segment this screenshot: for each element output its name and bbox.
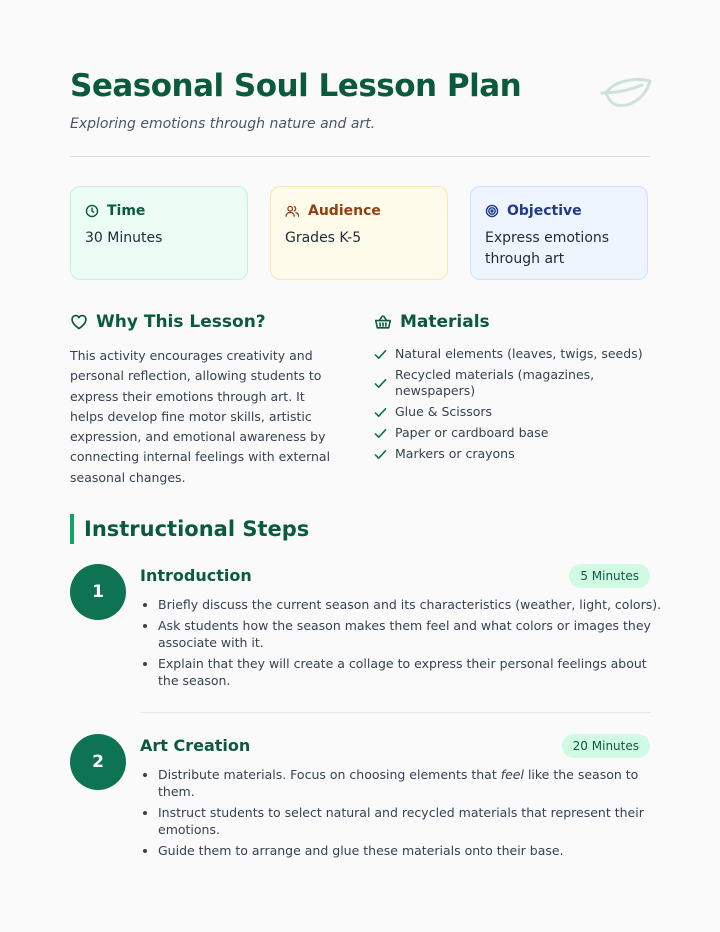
why-heading-text: Why This Lesson? (96, 312, 266, 332)
audience-card (270, 186, 448, 280)
materials-item (374, 367, 650, 399)
objective-card (470, 186, 648, 280)
audience-card-label: Audience (308, 203, 381, 219)
materials-item (374, 425, 650, 441)
objective-card-value: Express emotions through art (485, 230, 610, 267)
step-bullets (140, 596, 666, 693)
step-title: Introduction (140, 566, 252, 585)
heart-icon (70, 314, 88, 330)
target-icon (485, 204, 499, 218)
leaf-icon (600, 76, 652, 110)
materials-item (374, 346, 650, 362)
materials-list (374, 346, 650, 467)
step-number-badge: 2 (70, 734, 126, 790)
clock-icon (85, 204, 99, 218)
materials-item-text: Natural elements (leaves, twigs, seeds) (395, 346, 643, 361)
materials-item (374, 404, 650, 420)
time-card (70, 186, 248, 280)
check-icon (374, 428, 387, 439)
check-icon (374, 378, 387, 389)
step-number-badge: 1 (70, 564, 126, 620)
header-divider (70, 156, 650, 157)
audience-card-header (285, 203, 433, 219)
materials-item-text: Paper or cardboard base (395, 425, 549, 440)
duration-badge: 20 Minutes (562, 734, 650, 758)
materials-item (374, 446, 650, 462)
step-title: Art Creation (140, 736, 251, 755)
materials-heading-text: Materials (400, 312, 490, 332)
materials-item-text: Markers or crayons (395, 446, 515, 461)
materials-item-text: Glue & Scissors (395, 404, 493, 419)
check-icon (374, 349, 387, 360)
check-icon (374, 449, 387, 460)
materials-heading (374, 312, 490, 332)
time-card-label: Time (107, 203, 146, 219)
step-bullet: • Briefly discuss the current season and its characteristics (weather, light, colors). (158, 596, 666, 613)
objective-card-label: Objective (507, 203, 582, 219)
audience-card-value: Grades K-5 (285, 230, 362, 246)
materials-item-text: Recycled materials (magazines, newspapers) (395, 367, 595, 398)
step-bullet (158, 766, 666, 800)
step-divider (140, 712, 650, 713)
page-title: Seasonal Soul Lesson Plan (70, 68, 522, 104)
time-card-header (85, 203, 233, 219)
step-bullet: • Explain that they will create a collage to express their personal feelings about the season. (158, 655, 666, 689)
duration-badge: 5 Minutes (569, 564, 650, 588)
step-bullet: • Instruct students to select natural and recycled materials that represent their emotions. (158, 804, 666, 838)
step-bullet: • Ask students how the season makes them feel and what colors or images they associate with it. (158, 617, 666, 651)
time-card-value: 30 Minutes (85, 230, 163, 246)
steps-heading: Instructional Steps (70, 514, 309, 544)
page-subtitle: Exploring emotions through nature and art. (70, 116, 376, 132)
why-body-text: This activity encourages creativity and personal reflection, allowing students to express their emotions through art. It helps develop fine motor skills, artistic expression, and emotional awareness by connecting internal feelings with external seasonal changes. (70, 348, 331, 485)
bullet-text: like the season to them. (158, 767, 639, 799)
users-icon (285, 204, 300, 218)
check-icon (374, 407, 387, 418)
why-heading (70, 312, 266, 332)
basket-icon (374, 314, 392, 330)
step-bullets (140, 766, 666, 863)
objective-card-header (485, 203, 633, 219)
step-bullet: • Guide them to arrange and glue these materials onto their base. (158, 842, 666, 859)
bullet-emphasis: feel (500, 767, 524, 782)
bullet-text: Distribute materials. Focus on choosing elements that (158, 767, 501, 782)
